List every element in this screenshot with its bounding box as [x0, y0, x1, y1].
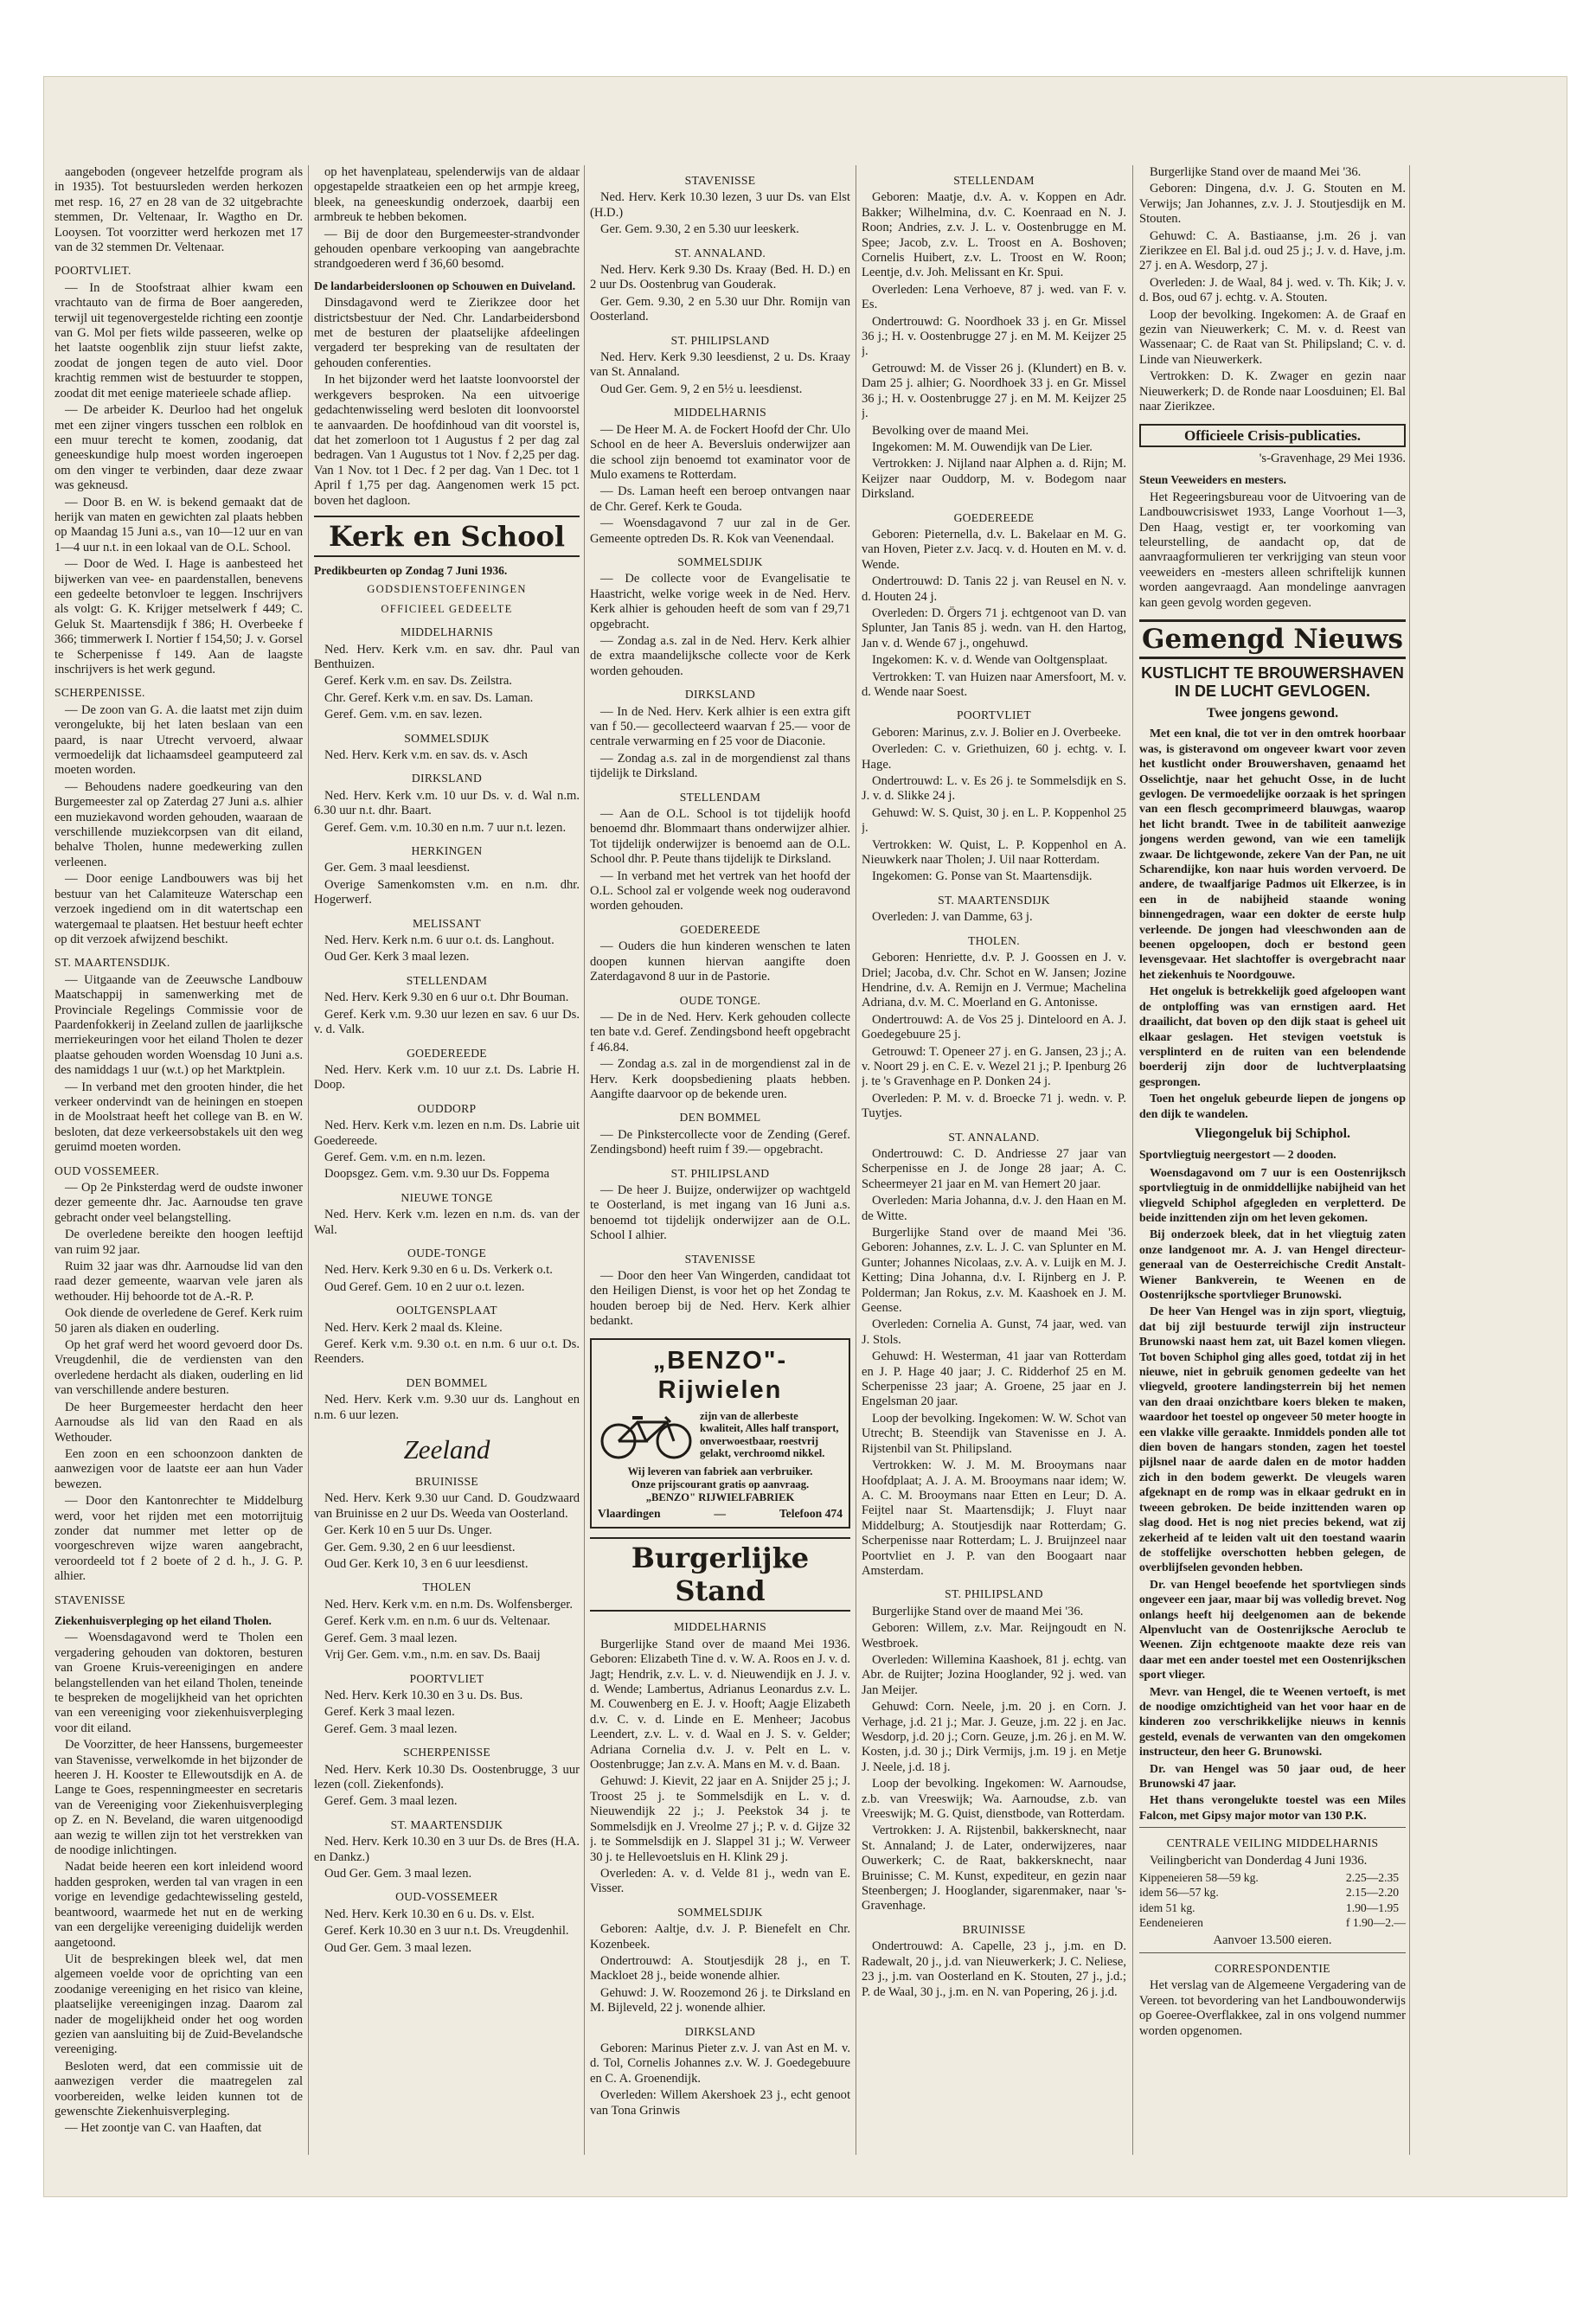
place-heading: CENTRALE VEILING MIDDELHARNIS — [1166, 1836, 1379, 1850]
paragraph: Een zoon en een schoonzoon dankten de aanwezigen voor de laatste eer aan hun Vader bewezen. — [54, 1446, 303, 1491]
paragraph: Vertrokken: J. A. Rijstenbil, bakkersknecht, naar St. Annaland; J. de Later, onderwijzeres, naar Ouwerkerk; C. de Raat, bakkersknecht, naar Bruinisse; C. M. Kunst, expediteur, en gezin naar Steenbergen; J. Hooglander, sigarenmaker, naar 's-Gravenhage. — [862, 1823, 1126, 1913]
paragraph: Ned. Herv. Kerk 10.30 en 3 uur Ds. de Bres (H.A. en Dankz.) — [314, 1835, 580, 1864]
paragraph: Ned. Herv. Kerk 2 maal ds. Kleine. — [324, 1320, 503, 1335]
column-rule — [308, 165, 309, 2155]
paragraph: — In verband met het vertrek van het hoofd der O.L. School zal er volgende week nog ouderavond worden gehouden. — [590, 868, 850, 913]
paragraph: Ned. Herv. Kerk v.m. 10 uur z.t. Ds. Labrie H. Doop. — [314, 1062, 580, 1093]
market-item: Eendeneieren — [1139, 1916, 1203, 1930]
place-heading: CORRESPONDENTIE — [1215, 1962, 1330, 1976]
paragraph: Ned. Herv. Kerk 9.30 en 6 uur o.t. Dhr Bouman. — [324, 990, 569, 1005]
paragraph: Ondertrouwd: A. Stoutjesdijk 28 j., en T. Mackloet 28 j., beide wonende alhier. — [590, 1953, 850, 1984]
paragraph: Getrouwd: T. Openeer 27 j. en G. Jansen, 23 j.; A. v. Noort 29 j. en C. E. v. Wezel 21 j.; P. Ipenburg 26 j. te 's Gravenhage en P. Donken 24 j. — [862, 1044, 1126, 1089]
paragraph: Ondertrouwd: L. v. Es 26 j. te Sommelsdijk en S. J. v. d. Slikke 24 j. — [862, 774, 1126, 804]
place-heading: MELISSANT — [413, 916, 481, 930]
paragraph: Geboren: Aaltje, d.v. J. P. Bienefelt en Chr. Kozenbeek. — [590, 1922, 850, 1952]
paragraph: — Door de Wed. I. Hage is aanbesteed het bijwerken van vee- en paardenstallen, benevens een gedeelte betonvloer te leggen. Inschrijvers als volgt: G. K. Krijger metselwerk f 449; C. Geluk St. Maartensdijk f 386; H. Overbeeke f 366; timmerwerk I. Nortier f 154,50; J. v. Gorsel te Scherpenisse f 149. Aan de laagste inschrijvers is het werk gegund. — [54, 557, 303, 676]
paragraph: Geref. Kerk v.m. en sav. Ds. Zeilstra. — [324, 674, 512, 689]
paragraph: Gehuwd: J. W. Roozemond 26 j. te Dirksland en M. Bijleveld, 22 j. wonende alhier. — [590, 1985, 850, 2016]
paragraph: Ned. Herv. Kerk v.m. lezen en n.m. Ds. Labrie uit Goedereede. — [314, 1118, 580, 1148]
ad-line-3: „BENZO" RIJWIELFABRIEK — [645, 1491, 795, 1503]
paragraph: Doopsgez. Gem. v.m. 9.30 uur Ds. Foppema — [324, 1167, 550, 1182]
paragraph: — De collecte voor de Evangelisatie te Haastricht, welke vorige week in de Ned. Herv. Kerk alhier is gehouden heeft de som van f 29,71 opgebracht. — [590, 572, 850, 631]
paragraph: Ingekomen: M. M. Ouwendijk van De Lier. — [872, 439, 1093, 454]
dateline: 's-Gravenhage, 29 Mei 1936. — [1259, 451, 1406, 465]
paragraph: Burgerlijke Stand over de maand Mei 1936. Geboren: Elizabeth Tine d. v. W. A. Roos en J. v. d. Jagt; Hendrik, z.v. L. v. d. Nieuwendijk en J. J. v. d. Wende; Lambertus, Adrianus Leonardus z.v. L. M. Couwenberg en E. J. v. Hooft; Aagje Elizabeth d.v. C. v. d. Linde en E. Menheer; Jacobus Leendert, z.v. L. v. d. Waal en J. S. v. Gelder; Adriana Cornelia d.v. J. v. Pelt en L. v. Oostenbrugge; Jan z.v. A. Mans en M. v. d. Baan. — [590, 1637, 850, 1772]
paragraph: Uit de besprekingen bleek wel, dat men algemeen voelde voor de oprichting van een zoodanige vereeniging en het risico van kleine, plaatselijke vereenigingen inzag. Daarom zal nader de mogelijkheid onder het oog worden gezien van aansluiting bij de Zuid-Bevelandsche vereeniging. — [54, 1952, 303, 2057]
place-heading: BRUINISSE — [962, 1922, 1026, 1936]
church-news — [590, 173, 850, 1330]
paragraph: Gehuwd: H. Westerman, 41 jaar van Rotterdam en J. P. Hage 40 jaar; J. C. Ridderhof 25 en M. Scherpenisse 23 jaar; A. Groene, 25 jaar en J. Engelsman 20 jaar. — [862, 1349, 1126, 1409]
benzo-advertisement — [590, 1338, 850, 1529]
bold-paragraph: Dr. van Hengel beoefende het sportvliegen sinds ongeveer een jaar, maar bij was volledig brevet. Nog onlangs heeft hij deelgenomen aan de bekende Alpenvlucht van de Oostenrijksche Aeroclub te Weenen. Zijn echtgenoote maakte deze reis van daar met een ander toestel met een Oostenrijkschen sport vlieger. — [1139, 1577, 1406, 1682]
paragraph: Loop der bevolking. Ingekomen: W. Aarnoudse, z.b. van Vreeswijk; Wa. Aarnoudse, z.b. van Vreeswijk; M. G. Quist, dienstbode, van Rotterdam. — [862, 1777, 1126, 1822]
paragraph: Ned. Herv. Kerk 9.30 leesdienst, 2 u. Ds. Kraay van St. Annaland. — [590, 350, 850, 380]
bold-paragraph: Dr. van Hengel was 50 jaar oud, de heer Brunowski 47 jaar. — [1139, 1761, 1406, 1790]
paragraph: Geref. Gem. v.m. en sav. lezen. — [324, 708, 483, 722]
paragraph: Ondertrouwd: G. Noordhoek 33 j. en Gr. Missel 36 j.; H. v. Oostenbrugge 27 j. en M. M. Keijzer 25 j. — [862, 314, 1126, 359]
paragraph: Gehuwd: W. S. Quist, 30 j. en L. P. Koppenhol 25 j. — [862, 805, 1126, 836]
paragraph: — Zondag a.s. zal in de morgendienst zal thans tijdelijk te Dirksland. — [590, 751, 850, 781]
bold-paragraph: Het ongeluk is betrekkelijk goed afgeloopen want de ontploffing was van ernstigen aard. Het draailicht, dat boven op den dijk staat is geheel uit elkaar geslagen. Het stevigen voetstuk is versplinterd en de ruiten van een belendende boerderij zijn door de luchtverplaatsing gesprongen. — [1139, 984, 1406, 1088]
place-heading: DEN BOMMEL — [406, 1375, 488, 1389]
market-table — [1139, 1870, 1406, 1931]
paragraph: — In verband met den grooten hinder, die het verkeer ondervindt van de heiningen en stoepen in de Moolstraat heeft het college van B. en W. besloten, dat deze verkeersobstakels uit den weg geruimd moeten worden. — [54, 1080, 303, 1155]
paragraph: Overige Samenkomsten v.m. en n.m. dhr. Hogerwerf. — [314, 877, 580, 907]
bold-paragraph: Mevr. van Hengel, die te Weenen vertoeft, is met de noodige omzichtigheid van het voor haar en de kinderen zoo verschrikkelijke nieuws in kennis gesteld, evenals de verwanten van den omgekomen instructeur, den heer G. Brunowski. — [1139, 1684, 1406, 1759]
market-item: idem 51 kg. — [1139, 1900, 1195, 1914]
paragraph: — In de Stoofstraat alhier kwam een vrachtauto van de firma de Boer aangereden, terwijl uit tegenovergestelde richting een zoontje van G. Mol per fiets wilde passeeren, welke op het laatste oogenblik zijn stuur liefst zakte, zoodat de jongen tegen de auto viel. Door krachtig remmen wist de bestuurder te stoppen, zoodat dit met eenige materieele schade afliep. — [54, 280, 303, 401]
bold-paragraph: Met een knal, die tot ver in den omtrek hoorbaar was, is gisteravond om ongeveer kwart voor zeven het kustlicht onder Brouwershaven, genaamd het Osselichtje, naar het gehucht Osse, in de lucht gevlogen. De vermoedelijke oorzaak is het springen van een flesch gecomprimeerd blauwgas, waarop het licht brandt. Twee in de tabiliteit aanwezige jongens werden gewond, van wie een tamelijk zwaar. De lichtgewonde, zekere Van der Pan, ne uit Scharendijke, kon naar huis worden vervoerd. De andere, de twaalfjarige Padmos uit Elkerzee, is in een in de nabijheid staande woning binnengedragen, waar een dokter de eerste hulp verleende. De jongen had vleeschwonden aan de beenen opgeloopen, doch er bestond geen levensgevaar. Het slachtoffer is overgebracht naar het ziekenhuis te Noordgouwe. — [1139, 727, 1406, 981]
paragraph: Burgerlijke Stand over de maand Mei '36. Geboren: Johannes, z.v. L. J. C. van Splunter en M. Gunter; Johannes Nicolaas, z.v. A. v. Luijk en M. J. Ketting; Dina Johanna, d.v. I. Rijnberg en J. P. Polderman; Jan Rokus, z.v. M. Kaashoek en J. M. Geense. — [862, 1226, 1126, 1316]
bold-paragraph: Bij onderzoek bleek, dat in het vliegtuig zaten onze landgenoot mr. A. J. van Hengel directeur-generaal van de Oesterreichische Credit Anstalt-Wiener Bankverein, te Weenen en de Oostenrijksche sportvlieger Brunowski. — [1139, 1227, 1406, 1301]
place-heading: STELLENDAM — [953, 174, 1035, 187]
paragraph: Overleden: C. v. Griethuizen, 60 j. echtg. v. I. Hage. — [862, 742, 1126, 772]
paragraph: Op het graf werd het woord gevoerd door Ds. Vreugdenhil, die de verdiensten van den overledene herdacht als diaken, ouderling en lid van verschillende andere besturen. — [54, 1338, 303, 1398]
column-rule — [1409, 165, 1410, 2155]
paragraph: Geboren: Willem, z.v. Mar. Reijngoudt en N. Westbroek. — [862, 1621, 1126, 1650]
place-heading: HERKINGEN — [411, 844, 483, 858]
paragraph: Ook diende de overledene de Geref. Kerk ruim 50 jaren als diaken en ouderling. — [54, 1306, 303, 1336]
paragraph: Geref. Kerk 10.30 en 3 uur n.t. Ds. Vreugdenhil. — [324, 1924, 569, 1939]
paragraph: Geboren: Henriette, d.v. P. J. Goossen en J. v. Driel; Jacoba, d.v. Chr. Schot en W. Jansen; Jozine Hendrine, d.v. A. Remijn en J. Vermue; Machelina Adriana, d.v. M. C. Moerland en G. Antonisse. — [862, 951, 1126, 1010]
bold-paragraph: Toen het ongeluk gebeurde liepen de jongens op den dijk te wandelen. — [1139, 1092, 1406, 1120]
place-heading: MIDDELHARNIS — [400, 625, 494, 639]
place-heading: THOLEN — [422, 1580, 471, 1594]
paragraph: Het Regeeringsbureau voor de Uitvoering van de Landbouwcrisiswet 1933, Lange Voorhout 1—3, Den Haag, vestigt er, ter voorkoming van teleurstelling, de aandacht op, dat de aanvraagformulieren ter verkrijging van steun voor veeweiders en -mesters alleen schriftelijk kunnen worden aangevraagd. Aan mondelinge aanvragen kan geen gevolg worden gegeven. — [1139, 490, 1406, 610]
ad-dash: — — [714, 1507, 726, 1520]
paragraph: Gehuwd: J. Kievit, 22 jaar en A. Snijder 25 j.; J. Troost 25 j. te Sommelsdijk en L. v. d. Nieuwendijk 22 j.; J. Peekstok 34 j. te Sommelsdijk en J. Vreolme 27 j.; P. v. d. Gijze 32 j. te Sommelsdijk en J. Slappel 31 j.; W. Verweer 30 j. te Hellevoetsluis en H. Klink 29 j. — [590, 1774, 850, 1864]
place-heading: STAVENISSE — [684, 1252, 756, 1266]
paragraph: — Door den Kantonrechter te Middelburg werd, voor het rijden met een motorrijtuig zonder dat nummer met letter op de voorgeschreven wijze waren aangebracht, veroordeeld tot f 2 boete of 2 d. h., J. G. P. alhier. — [54, 1494, 303, 1584]
place-heading: ST. MAARTENSDIJK — [390, 1817, 503, 1831]
column-4 — [862, 165, 1126, 2181]
ad-body: zijn van de allerbeste kwaliteit, Alles half transport, onverwoestbaar, roestvrij gelakt, verchroomd nikkel. — [700, 1409, 839, 1460]
paragraph: Overleden: D. Örgers 71 j. echtgenoot van D. van Splunter, Jan Tanis 85 j. wedn. van H. den Hartog, Jan v. d. Wende 67 j., ongehuwd. — [862, 606, 1126, 651]
subheading: Predikbeurten op Zondag 7 Juni 1936. — [314, 563, 508, 577]
paragraph: Overleden: Lena Verhoeve, 87 j. wed. van F. v. Es. — [862, 282, 1126, 312]
paragraph: Geref. Kerk 3 maal lezen. — [324, 1705, 455, 1720]
subheading: Steun Veeweiders en mesters. — [1139, 473, 1286, 487]
paragraph: — Het zoontje van C. van Haaften, dat — [65, 2121, 262, 2136]
caption-heading: OFFICIEEL GEDEELTE — [381, 602, 513, 615]
paragraph: Geref. Gem. 3 maal lezen. — [324, 1631, 458, 1645]
paragraph: — Door eenige Landbouwers was bij het bestuur van het Calamiteuze Waterschap een verzoek ingediend om in dit watertschap een watergemaal te plaatsen. Het bestuur heeft echter op dit verzoek afwijzend beschikt. — [54, 872, 303, 946]
subheading: Ziekenhuisverpleging op het eiland Tholen. — [54, 1613, 272, 1627]
paragraph: Ondertrouwd: D. Tanis 22 j. van Reusel en N. v. d. Houten 24 j. — [862, 574, 1126, 604]
paragraph: Overleden: J. de Waal, 84 j. wed. v. Th. Kik; J. v. d. Bos, oud 67 j. echtg. v. A. Stouten. — [1139, 275, 1406, 305]
paragraph: Geref. Kerk v.m. en n.m. 6 uur ds. Veltenaar. — [324, 1614, 550, 1629]
place-heading: ST. ANNALAND. — [948, 1130, 1040, 1144]
paragraph: — In de Ned. Herv. Kerk alhier is een extra gift van f 50.— gecollecteerd waarvan f 25.— voor de centrale verwarming en f 25 voor de Diaconie. — [590, 704, 850, 749]
paragraph: — Bij de door den Burgemeester-strandvonder gehouden openbare verkooping van aangebrachte strandgoederen werd f 36,60 besomd. — [314, 227, 580, 272]
paragraph: Oud Ger. Gem. 9, 2 en 5½ u. leesdienst. — [600, 381, 803, 396]
paragraph: — Zondag a.s. zal in de morgendienst zal in de Herv. Kerk doopsbediening plaats hebben. Aangifte daarvoor op de bekende uren. — [590, 1057, 850, 1101]
paragraph: — Woensdagavond werd te Tholen een vergadering gehouden van doktoren, besturen van Groene Kruis-vereenigingen en andere belangstellenden van het eiland Tholen, teneinde te bespreken de mogelijkheid van het oprichten van een vereeniging voor ziekenhuisverpleging voor dit eiland. — [54, 1631, 303, 1735]
place-heading: DEN BOMMEL — [679, 1111, 761, 1125]
paragraph: Ned. Herv. Kerk v.m. lezen en n.m. ds. van der Wal. — [314, 1208, 580, 1237]
section-heading: STAVENISSE — [54, 1593, 125, 1606]
paragraph: — Behoudens nadere goedkeuring van den Burgemeester zal op Zaterdag 27 Juni a.s. alhier een muziekavond worden gehouden, waaraan de verschillende muziekcorpsen van dit eiland, behalve Tholen, hunne medewerking zullen verleenen. — [54, 779, 303, 869]
paragraph: Ned. Herv. Kerk v.m. en n.m. Ds. Wolfensberger. — [324, 1597, 573, 1612]
place-heading: NIEUWE TONGE — [401, 1190, 493, 1204]
paragraph: Overleden: Maria Johanna, d.v. J. den Haan en M. de Witte. — [862, 1194, 1126, 1223]
paragraph: De heer Burgemeester herdacht den heer Aarnoudse als lid van den Raad en als Wethouder. — [54, 1400, 303, 1445]
paragraph: Ned. Herv. Kerk 10.30 en 6 u. Ds. v. Elst. — [324, 1907, 535, 1921]
bicycle-icon — [598, 1410, 695, 1460]
paragraph: Ger. Gem. 9.30, 2 en 5.30 uur Dhr. Romijn van Oosterland. — [590, 294, 850, 324]
paragraph: — Zondag a.s. zal in de Ned. Herv. Kerk alhier de extra maandelijksche collecte voor de Kerk worden gehouden. — [590, 633, 850, 678]
paragraph: Bevolking over de maand Mei. — [872, 423, 1029, 438]
paragraph: Overleden: J. van Damme, 63 j. — [872, 910, 1033, 925]
paragraph: — De Heer M. A. de Fockert Hoofd der Chr. Ulo School en de heer A. Beversluis onderwijzer aan die school zijn benoemd tot examinator voor de Mulo examens te Rotterdam. — [590, 422, 850, 482]
section-banner: Gemengd Nieuws — [1139, 619, 1406, 659]
place-heading: SCHERPENISSE — [402, 1746, 491, 1759]
place-heading: DIRKSLAND — [684, 2024, 756, 2038]
paragraph: Overleden: A. v. d. Velde 81 j., wedn van E. Visser. — [590, 1866, 850, 1896]
paragraph: Ingekomen: G. Ponse van St. Maartensdijk. — [872, 869, 1093, 884]
paragraph: — Door den heer Van Wingerden, candidaat tot den Heiligen Dienst, is voor het op het Zondag te houden beroep bij de Ned. Herv. Kerk alhier bedankt. — [590, 1269, 850, 1329]
place-heading: POORTVLIET — [409, 1671, 484, 1685]
place-heading: OUDE-TONGE — [407, 1246, 487, 1259]
place-heading: GOEDEREEDE — [953, 510, 1035, 524]
place-heading: POORTVLIET — [956, 708, 1031, 722]
paragraph: Ger. Kerk 10 en 5 uur Ds. Unger. — [324, 1523, 492, 1538]
paragraph: Overleden: Willem Akershoek 23 j., echt genoot van Tona Grinwis — [590, 2088, 850, 2118]
ad-line-1: Wij leveren van fabriek aan verbruiker. — [627, 1465, 813, 1477]
column-3 — [590, 165, 850, 2181]
paragraph: Ondertrouwd: C. D. Andriesse 27 jaar van Scherpenisse en J. de Jonge 28 jaar; A. C. Scheermeyer 21 jaar en M. van Hemert 20 jaar. — [862, 1146, 1126, 1191]
paragraph: Geref. Gem. v.m. en n.m. lezen. — [324, 1150, 486, 1164]
paragraph: Dinsdagavond werd te Zierikzee door het districtsbestuur der Ned. Chr. Landarbeidersbond met de besturen der plaatselijke afdeelingen vergaderd ter bespreking van de resultaten der gehouden conferenties. — [314, 296, 580, 370]
paragraph: Ondertrouwd: A. de Vos 25 j. Dinteloord en A. J. Goedegebuure 25 j. — [862, 1012, 1126, 1042]
paragraph: Geboren: Marinus, z.v. J. Bolier en J. Overbeeke. — [872, 725, 1122, 740]
horizontal-rule — [1139, 1827, 1406, 1828]
paragraph: Vertrokken: D. K. Zwager en gezin naar Nieuwerkerk; D. de Ronde naar Loosduinen; El. Bal naar Zierikzee. — [1139, 369, 1406, 414]
paragraph: Nadat beide heeren een kort inleidend woord hadden gesproken, werden tal van vragen in een vorige en levendige gedachtewisseling gesteld, beantwoord, waarmede het nut en de werking van een dergelijke vereeniging duidelijk werden aangetoond. — [54, 1860, 303, 1950]
market-price: f 1.90—2.— — [1345, 1916, 1406, 1930]
paragraph: Overleden: Willemina Kaashoek, 81 j. echtg. van Abr. de Ruijter; Jozina Hooglander, 92 j. wed. van Jan Meijer. — [862, 1652, 1126, 1697]
paragraph: Vrij Ger. Gem. v.m., n.m. en sav. Ds. Baaij — [324, 1648, 541, 1663]
market-price: 2.25—2.35 — [1345, 1871, 1400, 1885]
paragraph: Burgerlijke Stand over de maand Mei '36. — [1150, 165, 1362, 179]
paragraph: Loop der bevolking. Ingekomen: A. de Graaf en gezin van Nieuwerkerk; C. M. v. d. Reest van Wassenaar; C. de Raat van St. Philipsland; C. v. d. Linde van Nieuwerkerk. — [1139, 307, 1406, 367]
paragraph: Ned. Herv. Kerk 9.30 Ds. Kraay (Bed. H. D.) en 2 uur Ds. Oostenbrug van Gouderak. — [590, 263, 850, 292]
paragraph: Ned. Herv. Kerk v.m. en sav. dhr. Paul van Benthuizen. — [314, 642, 580, 671]
paragraph: Geref. Gem. 3 maal lezen. — [324, 1794, 458, 1809]
ad-place: Vlaardingen — [598, 1507, 661, 1520]
paragraph: Veilingbericht van Donderdag 4 Juni 1936. — [1150, 1853, 1368, 1868]
section-heading: POORTVLIET. — [54, 264, 131, 278]
paragraph: — Op 2e Pinksterdag werd de oudste inwoner dezer gemeente dhr. Jac. Aarnoudse ten grave gebracht onder veel belangstelling. — [54, 1181, 303, 1225]
place-heading: ST. PHILIPSLAND — [670, 1166, 770, 1180]
paragraph: — Ouders die hun kinderen wenschen te laten doopen kunnen hiervan aangifte doen Zaterdagavond 8 uur in de Pastorie. — [590, 939, 850, 984]
paragraph: Ned. Herv. Kerk 10.30 lezen, 3 uur Ds. van Elst (H.D.) — [590, 190, 850, 220]
paragraph: Gehuwd: C. A. Bastiaanse, j.m. 26 j. van Zierikzee en El. Bal j.d. oud 25 j.; J. v. d. Have, j.m. 27 j. en A. Wesdorp, 27 j. — [1139, 228, 1406, 273]
paragraph: — De heer J. Buijze, onderwijzer op wachtgeld te Oosterland, is met ingang van 16 Juni a.s. benoemd tot tijdelijk onderwijzer aan de O.L. School I alhier. — [590, 1183, 850, 1243]
paragraph: Ned. Herv. Kerk 10.30 Ds. Oostenbrugge, 3 uur lezen (coll. Ziekenfonds). — [314, 1762, 580, 1791]
paragraph: Ger. Gem. 9.30, 2 en 6 uur leesdienst. — [324, 1540, 516, 1554]
place-heading: STELLENDAM — [406, 973, 488, 987]
paragraph: — Door B. en W. is bekend gemaakt dat de herijk van maten en gewichten zal plaats hebben op Maandag 15 Juni a.s., van 10—12 uur en van 1—4 uur n.t. in een lokaal van de O.L. School. — [54, 495, 303, 554]
paragraph: Ned. Herv. Kerk v.m. en sav. ds. v. Asch — [324, 748, 528, 762]
paragraph: aangeboden (ongeveer hetzelfde program als in 1935). Tot bestuursleden werden herkozen met resp. 16, 27 en 28 van de 32 uitgebrachte stemmen, Dr. Veltenaar, Ir. Wagtho en Dr. Looysen. Tot voorzitter werd herkozen met 17 van de 32 stemmen Dr. Veltenaar. — [54, 165, 303, 255]
place-heading: STELLENDAM — [679, 790, 761, 804]
paragraph: Geref. Kerk v.m. 9.30 o.t. en n.m. 6 uur o.t. Ds. Reenders. — [314, 1337, 580, 1367]
civil-register — [590, 1537, 850, 2118]
place-heading: STAVENISSE — [684, 174, 756, 187]
paragraph: Overleden: P. M. v. d. Broecke 71 j. wedn. v. P. Tuytjes. — [862, 1091, 1126, 1121]
boxed-heading: Officieele Crisis-publicaties. — [1139, 424, 1406, 447]
place-heading: OUDDORP — [417, 1101, 477, 1115]
ad-phone: Telefoon 474 — [779, 1507, 843, 1520]
paragraph: Chr. Geref. Kerk v.m. en sav. Ds. Laman. — [324, 690, 534, 705]
place-heading: SOMMELSDIJK — [677, 1905, 763, 1919]
paragraph: Geboren: Marinus Pieter z.v. J. van Ast en M. v. d. Tol, Cornelis Johannes z.v. W. J. Goedegebuure en C. A. Groenendijk. — [590, 2041, 850, 2086]
place-heading: ST. MAARTENSDIJK — [938, 893, 1050, 907]
paragraph: Geref. Gem. v.m. 10.30 en n.m. 7 uur n.t. lezen. — [324, 820, 567, 835]
section-banner: Burgerlijke Stand — [590, 1537, 850, 1612]
paragraph: Geboren: Dingena, d.v. J. G. Stouten en M. Verwijs; Jan Johannes, z.v. J. J. Stoutjesdijk en M. Stouten. — [1139, 182, 1406, 227]
place-heading: THOLEN. — [968, 933, 1020, 947]
section-heading: ST. MAARTENSDIJK. — [54, 956, 170, 970]
paragraph: Loop der bevolking. Ingekomen: W. W. Schot van Utrecht; B. Steendijk van Stavenisse en J. A. Rijstenbil van St. Philipsland. — [862, 1411, 1126, 1456]
paragraph: Oud Ger. Kerk 10, 3 en 6 uur leesdienst. — [324, 1557, 529, 1572]
column-6-edge — [1415, 165, 1559, 2181]
ad-line-2: Onze prijscourant gratis op aanvraag. — [631, 1478, 810, 1490]
paragraph: Ned. Herv. Kerk n.m. 6 uur o.t. ds. Langhout. — [324, 933, 554, 948]
paragraph: Vertrokken: W. J. M. M. Brooymans naar Hoofdplaat; A. J. A. M. Brooymans naar idem; W. A. C. M. Brooymans naar Etten en Leur; D. A. Feijtel naar St. Maartensdijk; J. Fluyt naar Middelburg; A. Stoutjesdijk naar Rotterdam; G. Scherpenisse naar Rotterdam; L. J. Bruijnzeel naar Poortvliet en J. P. van den Boogaart naar Amsterdam. — [862, 1458, 1126, 1578]
paragraph: De Voorzitter, de heer Hanssens, burgemeester van Stavenisse, verwelkomde in het bijzonder de heeren J. H. Kooster te Ellewoutsdijk en A. de Lange te Goes, respenningmeester en secretaris van de Vereeniging voor Ziekenhuisverpleging op Z. en N. Beveland, die waren uitgenoodigd aan wezig te willen zijn tot het verstrekken van de noodige inlichtingen. — [54, 1738, 303, 1858]
paragraph: — Woensdagavond 7 uur zal in de Ger. Gemeente optreden Ds. R. Kok van Veenendaal. — [590, 516, 850, 546]
place-heading: SOMMELSDIJK — [404, 731, 490, 745]
section-banner: Kerk en School — [314, 516, 580, 557]
paragraph: Geref. Kerk v.m. 9.30 uur lezen en sav. 6 uur Ds. v. d. Valk. — [314, 1007, 580, 1037]
place-heading: DIRKSLAND — [411, 772, 483, 785]
paragraph: Ned. Herv. Kerk v.m. 9.30 uur ds. Langhout en n.m. 6 uur lezen. — [314, 1393, 580, 1422]
market-item: idem 56—57 kg. — [1139, 1886, 1219, 1900]
paragraph: Burgerlijke Stand over de maand Mei '36. — [872, 1604, 1084, 1618]
column-5 — [1139, 165, 1406, 2181]
paragraph: Besloten werd, dat een commissie uit de aanwezigen verder die maatregelen zal voorbereiden, welke leiden kunnen tot de gewenschte Ziekenhuisverpleging. — [54, 2059, 303, 2118]
paragraph: Ned. Herv. Kerk v.m. 10 uur Ds. v. d. Wal n.m. 6.30 uur n.t. dhr. Baart. — [314, 788, 580, 818]
place-heading: ST. ANNALAND. — [674, 246, 766, 260]
paragraph: Overleden: Cornelia A. Gunst, 74 jaar, wed. van J. Stols. — [862, 1317, 1126, 1347]
paragraph: Ned. Herv. Kerk 9.30 en 6 u. Ds. Verkerk o.t. — [324, 1263, 553, 1278]
paragraph: Vertrokken: W. Quist, L. P. Koppenhol en A. Nieuwkerk naar Tholen; J. Uil naar Rotterdam. — [862, 837, 1126, 868]
market-price: 1.90—1.95 — [1345, 1900, 1400, 1914]
place-heading: MIDDELHARNIS — [673, 406, 767, 420]
section-heading: SCHERPENISSE. — [54, 686, 145, 700]
place-heading: OUDE TONGE. — [679, 993, 761, 1007]
paragraph: Ruim 32 jaar was dhr. Aarnoudse lid van den raad dezer gemeente, waarvan vele jaren als wethouder. Hij behoorde tot de A.-R. P. — [54, 1259, 303, 1304]
paragraph: op het havenplateau, spelenderwijs van de aldaar opgestapelde straatkeien een op het armpje kreeg, bleek, na geneeskundig onderzoek, daarbij een armbreuk te hebben bekomen. — [314, 165, 580, 225]
paragraph: Ger. Gem. 9.30, 2 en 5.30 uur leeskerk. — [600, 222, 799, 237]
column-rule — [584, 165, 585, 2155]
caption-heading: GODSDIENSTOEFENINGEN — [367, 583, 527, 596]
paragraph: Oud Ger. Gem. 3 maal lezen. — [324, 1940, 472, 1955]
paragraph: Geboren: Maatje, d.v. A. v. Koppen en Adr. Bakker; Wilhelmina, d.v. C. Koenraad en N. J. Roon; Andries, z.v. J. L. v. Oostenbrugge en M. Spee; Jacob, z.v. L. Troost en A. Boshoven; Cornelis Huibert, z.v. L. Troost en W. Roon; Leentje, d.v. Joh. Melissant en Kr. Spui. — [862, 190, 1126, 280]
paragraph: Het verslag van de Algemeene Vergadering van de Vereen. tot bevordering van het Landbouwonderwijs op Goeree-Overflakkee, zal in ons volgend nummer worden opgenomen. — [1139, 1978, 1406, 2038]
paragraph: — De in de Ned. Herv. Kerk gehouden collecte ten bate v.d. Geref. Zendingsbond heeft opgebracht f 46.84. — [590, 1009, 850, 1054]
column-2 — [314, 165, 580, 2181]
bold-paragraph: Het thans verongelukte toestel was een Miles Falcon, met Gipsy major motor van 130 P.K. — [1139, 1793, 1406, 1822]
subheading: Sportvliegtuig neergestort — 2 dooden. — [1139, 1148, 1336, 1162]
paragraph: Geboren: Pieternella, d.v. L. Bakelaar en M. G. van Hoven, Pieter z.v. Jacq. v. d. Houten en M. v. d. Wende. — [862, 527, 1126, 572]
place-heading: DIRKSLAND — [684, 688, 756, 702]
article-subheading: Vliegongeluk bij Schiphol. — [1194, 1125, 1351, 1141]
paragraph: Oud Geref. Gem. 10 en 2 uur o.t. lezen. — [324, 1279, 525, 1294]
bold-paragraph: De heer Van Hengel was in zijn sport, vliegtuig, dat bij zijl bestuurde terwijl zijn instructeur Brunowski naast hem zat, uit Bazel komen vliegen. Tot boven Schiphol ging alles goed, totdat zij in het nieuwe, niet in gebruik genomen gedeelte van het vliegveld, grootere landingsterrein bij het nemen van den draai onzichtbare koers bleken te maken, waardoor het toestel op ongeveer 50 meter hoogte in een vlakke ville geraakte. Inmiddels ponden alle tot dien boven de hangars stonden, zagen het toestel pijlsnel naar de aarde dalen en de motor hadden zich in den bodem gewerkt. De vleugels waren afgeknapt en de romp was in elkaar gedrukt en in tweeen gebroken. De beide inzittenden waren op slag dood. Het is nog niet precies bekend, wat zij zekerheid af te leiden valt uit den toestand waarin de stoffelijke overschotten hebben gelegen, de overblijfselen gevonden hebben. — [1139, 1304, 1406, 1574]
place-heading: GOEDEREEDE — [407, 1046, 487, 1060]
newspaper-page — [43, 76, 1567, 2197]
centered-line: Aanvoer 13.500 eieren. — [1213, 1932, 1332, 1947]
paragraph: De overledene bereikte den hoogen leeftijd van ruim 92 jaar. — [54, 1227, 303, 1257]
place-heading: GOEDEREEDE — [680, 922, 760, 936]
horizontal-rule — [1139, 1952, 1406, 1953]
region-heading: Zeeland — [403, 1434, 490, 1465]
paragraph: Ned. Herv. Kerk 9.30 uur Cand. D. Goudzwaard van Bruinisse en 2 uur Ds. Weeda van Oosterland. — [314, 1491, 580, 1521]
section-heading: OUD VOSSEMEER. — [54, 1163, 160, 1177]
market-item: Kippeneieren 58—59 kg. — [1139, 1871, 1259, 1885]
paragraph: Ondertrouwd: A. Capelle, 23 j., j.m. en D. Radewalt, 20 j., j.d. van Nieuwerkerk; J. C. Neliese, 23 j., j.m. van Oosterland en K. Stouten, 27 j., j.d.; P. de Waal, 30 j., j.m. en N. van Popering, 26 j. j.d. — [862, 1939, 1126, 1999]
place-heading: SOMMELSDIJK — [677, 554, 763, 568]
ad-headline: „BENZO"-Rijwielen — [652, 1346, 788, 1404]
paragraph: — De Pinkstercollecte voor de Zending (Geref. Zendingsbond) heeft ruim f 39.— opgebracht. — [590, 1127, 850, 1157]
paragraph: Getrouwd: M. de Visser 26 j. (Klundert) en B. v. Dam 25 j. alhier; G. Noordhoek 33 j. en Gr. Missel 36 j.; H. v. Oostenbrugge 27 j. en M. M. Keijzer 25 j. — [862, 361, 1126, 421]
paragraph: — Uitgaande van de Zeeuwsche Landbouw Maatschappij in samenwerking met de Provinciale Regelings Commissie voor de Paardenfokkerij in Zeeland zullen de jaarlijksche merriekeuringen voor het eiland Tholen te dezer plaatse gehouden worden Woensdag 10 Juni a.s. des namiddags 1 uur (w.t.) op het Marktplein. — [54, 972, 303, 1078]
column-rule — [1132, 165, 1133, 2155]
paragraph: Vertrokken: T. van Huizen naar Amersfoort, M. v. d. Wende naar Soest. — [862, 670, 1126, 699]
market-price: 2.15—2.20 — [1345, 1886, 1400, 1900]
place-heading: ST. PHILIPSLAND — [670, 333, 770, 347]
paragraph: Gehuwd: Corn. Neele, j.m. 20 j. en Corn. J. Verhage, j.d. 21 j.; Mar. J. Geuze, j.m. 22 j. en Jac. Wesdorp, j.d. 20 j.; Corn. Geuze, j.m. 26 j. en M. W. Kosten, j.d. 30 j.; Dirk Vermijs, j.m. 19 j. en Metje J. Neele, j.d. 18 j. — [862, 1700, 1126, 1774]
paragraph: — Aan de O.L. School is tot tijdelijk hoofd benoemd dhr. Blommaart thans onderwijzer alhier. Tot tijdelijk onderwijzer is benoemd aan de O.L. School dhr. P. Peute thans tijdelijk te Dirksland. — [590, 807, 850, 867]
place-heading: OUD-VOSSEMEER — [395, 1890, 498, 1904]
paragraph: Ingekomen: K. v. d. Wende van Ooltgensplaat. — [872, 653, 1108, 668]
paragraph: — De zoon van G. A. die laatst met zijn duim verongelukte, bij het laten beslaan van een paard, is naar Utrecht vervoerd, alwaar vermoedelijk dat lichaamsdeel geamputeerd zal moeten worden. — [54, 702, 303, 778]
paragraph: — Ds. Laman heeft een beroep ontvangen naar de Chr. Geref. Kerk te Gouda. — [590, 484, 850, 514]
place-heading: ST. PHILIPSLAND — [945, 1587, 1043, 1601]
article-subheading: Twee jongens gewond. — [1206, 705, 1339, 721]
place-heading: MIDDELHARNIS — [673, 1620, 767, 1634]
article-headline: KUSTLICHT TE BROUWERSHAVEN IN DE LUCHT GEVLOGEN. — [1141, 663, 1404, 700]
column-1 — [54, 165, 303, 2181]
place-heading: OOLTGENSPLAAT — [396, 1304, 497, 1317]
place-heading: BRUINISSE — [415, 1475, 478, 1489]
paragraph: Oud Ger. Kerk 3 maal lezen. — [324, 950, 470, 965]
paragraph: Ger. Gem. 3 maal leesdienst. — [324, 861, 471, 875]
bold-paragraph: Woensdagavond om 7 uur is een Oostenrijksch sportvliegtuig in de onmiddellijke nabijheid van het vliegveld Schiphol afgegleden en verpletterd. De beide inzittenden zijn om het leven gekomen. — [1139, 1165, 1406, 1224]
paragraph: Vertrokken: J. Nijland naar Alphen a. d. Rijn; M. Keijzer naar Ouddorp, M. v. Bodegom naar Dirksland. — [862, 457, 1126, 502]
subheading: De landarbeidersloonen op Schouwen en Duiveland. — [314, 279, 576, 292]
paragraph: In het bijzonder werd het laatste loonvoorstel der werkgevers besproken. Na een uitvoerige gedachtenwisseling werd besloten dit loonvoorstel te aanvaarden. De hoofdinhoud van dit voorstel is, dat het zomerloon tot 1 Augustus f 2 per dag zal bedragen. Van 1 Augustus tot 1 Nov. f 2,25 per dag. Van 1 Nov. tot 1 Dec. f 2 per dag. Van 1 Dec. tot 1 April f 1,75 per dag. Aangenomen werk 15 pct. boven het dagloon. — [314, 373, 580, 508]
paragraph: Oud Ger. Gem. 3 maal lezen. — [324, 1866, 472, 1881]
paragraph: Ned. Herv. Kerk 10.30 en 3 u. Ds. Bus. — [324, 1688, 523, 1702]
paragraph: Geref. Gem. 3 maal lezen. — [324, 1721, 458, 1736]
paragraph: — De arbeider K. Deurloo had het ongeluk met een zijner vingers tusschen een rolblok en een muur terecht te komen, zoodanig, dat geneeskundige hulp moest worden ingeroepen om den vinger te verbinden, daar deze zwaar was gekneusd. — [54, 403, 303, 493]
